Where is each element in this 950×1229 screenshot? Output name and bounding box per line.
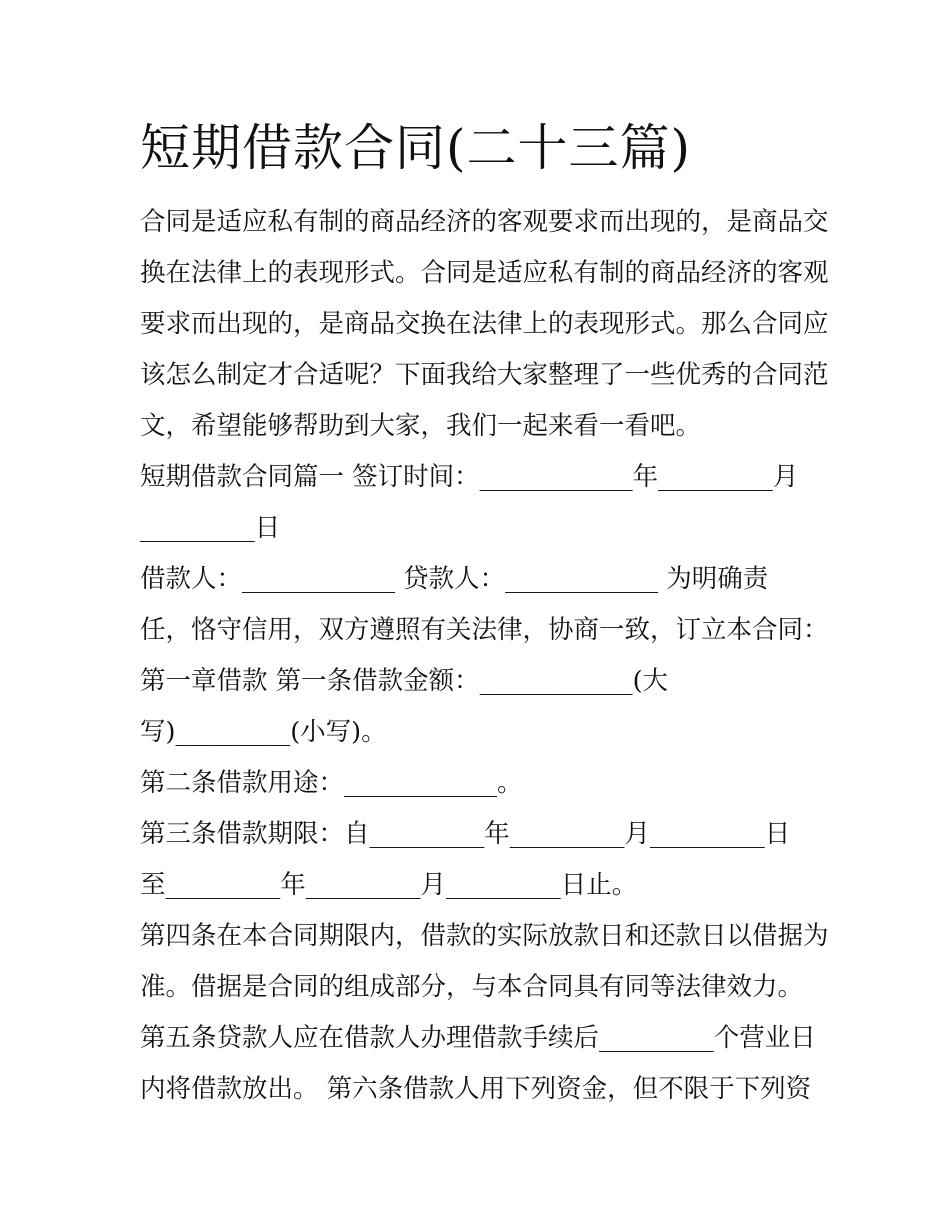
paragraph-line: 内将借款放出。 第六条借款人用下列资金，但不限于下列资	[140, 1074, 812, 1104]
paragraph-line: 写)_________(小写)。	[140, 717, 387, 747]
paragraph-line: 文，希望能够帮助到大家，我们一起来看一看吧。	[140, 411, 702, 441]
article-line: 第三条借款期限：自_________年_________月_________日	[140, 819, 791, 849]
article-line: 第五条贷款人应在借款人办理借款手续后_________个营业日	[140, 1023, 816, 1053]
document-title: 短期借款合同(二十三篇)	[140, 119, 692, 177]
article-line: 第二条借款用途：____________。	[140, 768, 523, 798]
article-line: 第一章借款 第一条借款金额：____________(大	[140, 666, 669, 696]
paragraph-line: 换在法律上的表现形式。合同是适应私有制的商品经济的客观	[140, 258, 829, 288]
paragraph-line: 合同是适应私有制的商品经济的客观要求而出现的，是商品交	[140, 207, 829, 237]
paragraph-line: _________日	[140, 513, 281, 543]
contract-heading-line: 短期借款合同篇一 签订时间：____________年_________月	[140, 462, 799, 492]
paragraph-line: 要求而出现的，是商品交换在法律上的表现形式。那么合同应	[140, 309, 829, 339]
parties-line: 借款人：____________ 贷款人：____________ 为明确责	[140, 564, 769, 594]
paragraph-line: 任，恪守信用，双方遵照有关法律，协商一致，订立本合同：	[140, 615, 829, 645]
article-line: 第四条在本合同期限内，借款的实际放款日和还款日以借据为	[140, 921, 829, 951]
paragraph-line: 该怎么制定才合适呢？下面我给大家整理了一些优秀的合同范	[140, 360, 829, 390]
paragraph-line: 准。借据是合同的组成部分，与本合同具有同等法律效力。	[140, 972, 804, 1002]
paragraph-line: 至_________年_________月_________日止。	[140, 870, 638, 900]
